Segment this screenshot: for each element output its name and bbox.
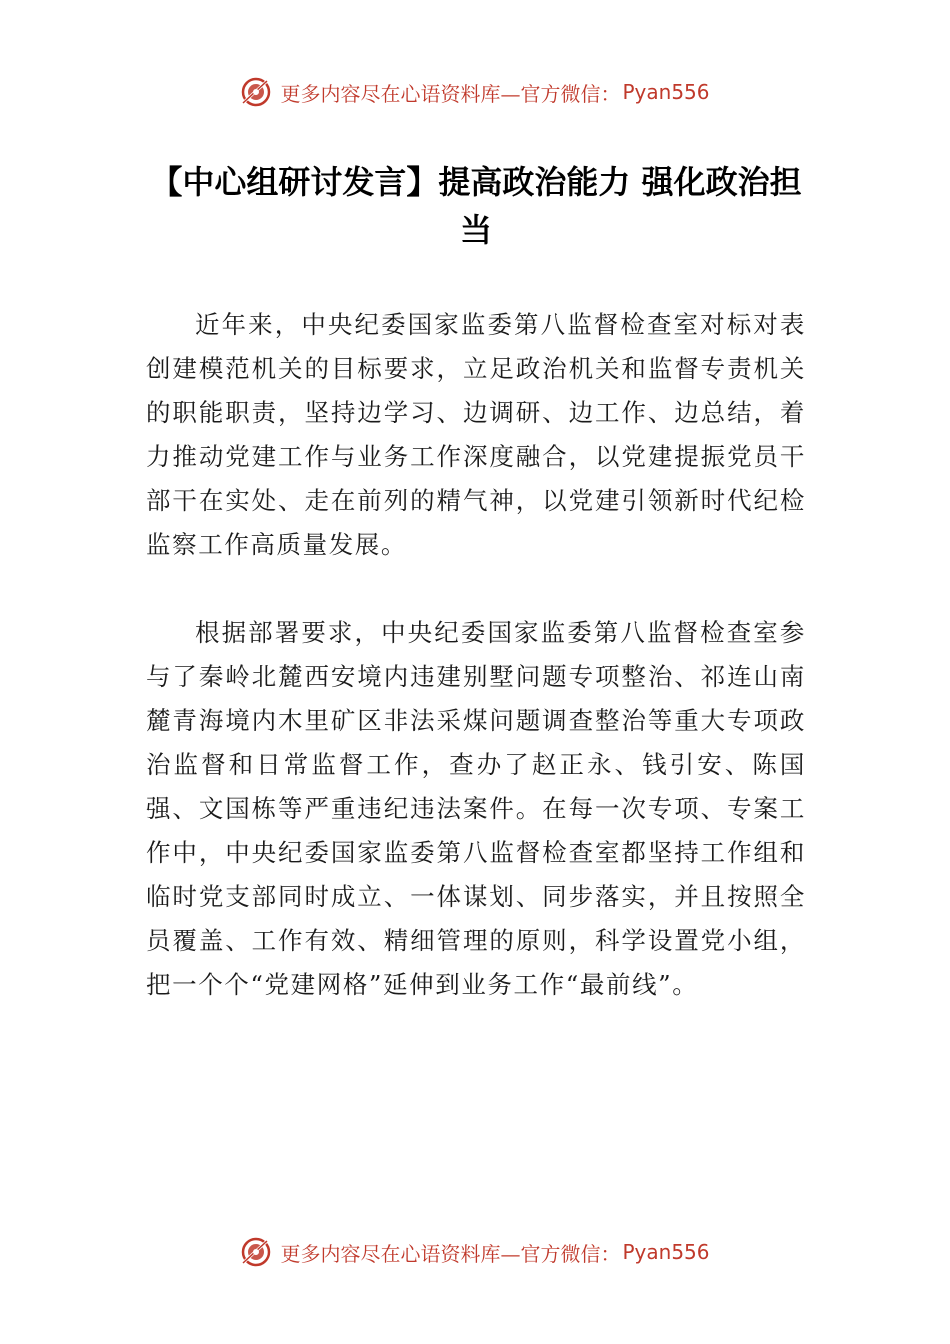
banner-handle: Pyan556 — [622, 1240, 710, 1264]
paragraph: 近年来，中央纪委国家监委第八监督检查室对标对表创建模范机关的目标要求，立足政治机关和监督专责机关的职能职责，坚持边学习、边调研、边工作、边总结，着力推动党建工作与业务工作深度融合，以党建提振党员干部干在实处、走在前列的精气神，以党建引领新时代纪检监察工作高质量发展。 — [146, 310, 806, 559]
document-title: 【中心组研讨发言】提高政治能力 强化政治担当 — [150, 163, 802, 249]
paragraph: 根据部署要求，中央纪委国家监委第八监督检查室参与了秦岭北麓西安境内违建别墅问题专项整治、祁连山南麓青海境内木里矿区非法采煤问题调查整治等重大专项政治监督和日常监督工作，查办了赵正永、钱引安、陈国强、文国栋等严重违纪违法案件。在每一次专项、专案工作中，中央纪委国家监委第八监督检查室都坚持工作组和临时党支部同时成立、一体谋划、同步落实，并且按照全员覆盖、工作有效、精细管理的原则，科学设置党小组，把一个个“党建网格”延伸到业务工作“最前线”。 — [146, 618, 806, 999]
red-circle-logo-icon — [240, 1236, 272, 1268]
red-circle-logo-icon — [240, 76, 272, 108]
banner-text: 更多内容尽在心语资料库—官方微信： — [280, 1241, 621, 1266]
footer-banner — [0, 1232, 950, 1272]
document-body — [146, 303, 806, 1051]
header-banner — [0, 72, 950, 112]
banner-handle: Pyan556 — [622, 80, 710, 104]
banner-text: 更多内容尽在心语资料库—官方微信： — [280, 81, 621, 106]
